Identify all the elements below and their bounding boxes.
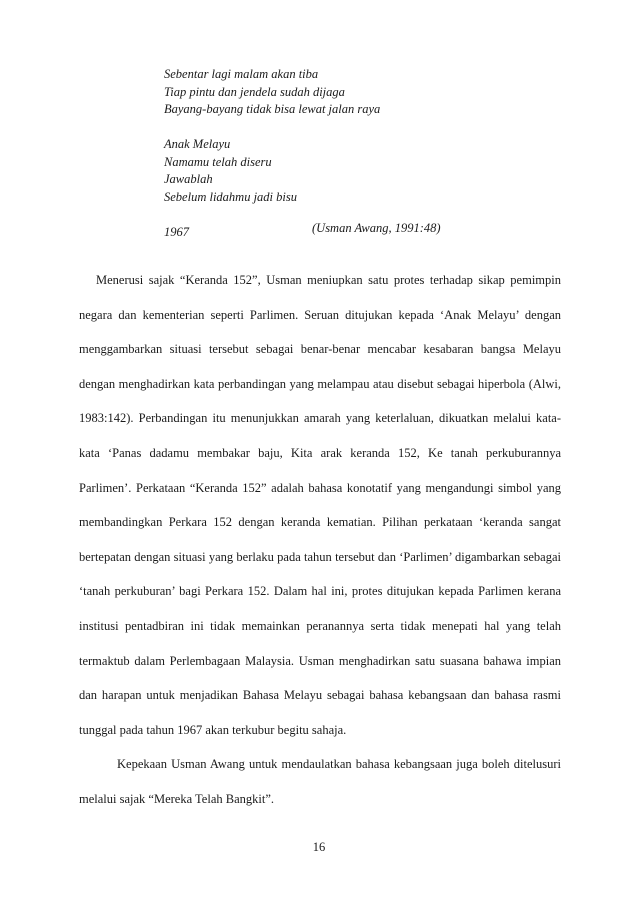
poem-line: Bayang-bayang tidak bisa lewat jalan raya [164, 102, 381, 116]
poem-citation: (Usman Awang, 1991:48) [312, 221, 441, 235]
poem-line: Namamu telah diseru [164, 154, 272, 169]
poem-line: Tiap pintu dan jendela sudah dijaga [164, 84, 345, 99]
page-number: 16 [312, 840, 326, 854]
poem-block [164, 66, 584, 241]
body-text [79, 263, 561, 817]
stanza-gap [164, 119, 584, 137]
poem-line: Sebentar lagi malam akan tiba [164, 67, 319, 81]
poem-line: Anak Melayu [164, 137, 231, 151]
paragraph: Kepekaan Usman Awang untuk mendaulatkan bahasa kebangsaan juga boleh ditelusuri melalui sajak “Mereka Telah Bangkit”. [79, 757, 561, 806]
poem-line: Jawablah [164, 172, 213, 186]
poem-line: Sebelum lidahmu jadi bisu [164, 189, 297, 204]
paragraph: Menerusi sajak “Keranda 152”, Usman meniupkan satu protes terhadap sikap pemimpin negara dan kementerian seperti Parlimen. Seruan ditujukan kepada ‘Anak Melayu’ dengan menggambarkan situasi tersebut sebagai benar-benar mencabar kesabaran bangsa Melayu dengan menghadirkan kata perbandingan yang melampau atau disebut sebagai hiperbola (Alwi, 1983:142). Perbandingan itu menunjukkan amarah yang keterlaluan, dikuatkan melalui kata-kata ‘Panas dadamu membakar baju, Kita arak keranda 152, Ke tanah perkuburannya Parlimen’. Perkataan “Keranda 152” adalah bahasa konotatif yang mengandungi simbol yang membandingkan Perkara 152 dengan keranda kematian. Pilihan perkataan ‘keranda sangat bertepatan dengan situasi yang berlaku pada tahun tersebut dan ‘Parlimen’ digambarkan sebagai ‘tanah perkuburan’ bagi Perkara 152. Dalam hal ini, protes ditujukan kepada Parlimen kerana institusi pentadbiran ini tidak memainkan peranannya serta tidak menepati hal yang telah termaktub dalam Perlembagaan Malaysia. Usman menghadirkan satu suasana bahawa impian dan harapan untuk menjadikan Bahasa Melayu sebagai bahasa kebangsaan dan bahasa rasmi tunggal pada tahun 1967 akan terkubur begitu sahaja. [79, 273, 561, 737]
poem-year: 1967 [164, 224, 189, 239]
